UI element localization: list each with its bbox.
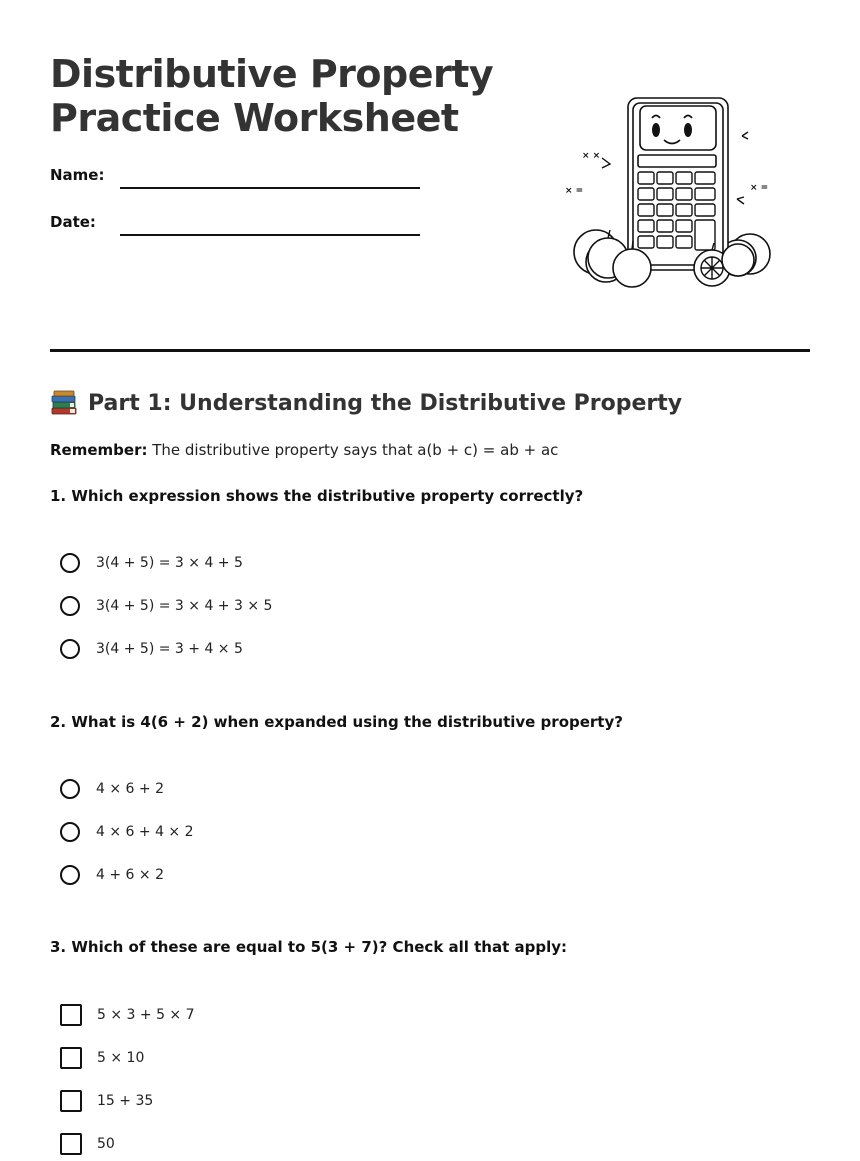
- radio-button[interactable]: [60, 553, 80, 573]
- q2-option-1[interactable]: [60, 779, 164, 799]
- option-label: 3(4 + 5) = 3 + 4 × 5: [96, 641, 243, 657]
- option-label: 3(4 + 5) = 3 × 4 + 5: [96, 555, 243, 571]
- symbol-right: × =: [750, 183, 769, 193]
- option-label: 5 × 3 + 5 × 7: [97, 1007, 195, 1023]
- calculator-mascot-icon: [560, 92, 790, 292]
- date-field[interactable]: [120, 234, 420, 236]
- radio-button[interactable]: [60, 779, 80, 799]
- radio-button[interactable]: [60, 822, 80, 842]
- part1-heading-text: Part 1: Understanding the Distributive Property: [88, 390, 683, 416]
- name-label: Name:: [50, 166, 105, 184]
- q3-option-3[interactable]: [60, 1090, 153, 1112]
- option-label: 4 × 6 + 4 × 2: [96, 824, 194, 840]
- checkbox[interactable]: [60, 1047, 82, 1069]
- q1-option-1[interactable]: [60, 553, 243, 573]
- remember-label: Remember:: [50, 441, 148, 459]
- question-1: 1. Which expression shows the distributive property correctly?: [50, 487, 584, 505]
- question-2: 2. What is 4(6 + 2) when expanded using the distributive property?: [50, 713, 623, 731]
- option-label: 3(4 + 5) = 3 × 4 + 3 × 5: [96, 598, 273, 614]
- worksheet-title: [50, 52, 493, 140]
- option-label: 4 × 6 + 2: [96, 781, 164, 797]
- checkbox[interactable]: [60, 1090, 82, 1112]
- q3-option-1[interactable]: [60, 1004, 195, 1026]
- q1-option-2[interactable]: [60, 596, 272, 616]
- name-field[interactable]: [120, 187, 420, 189]
- symbol-left: × =: [565, 186, 584, 196]
- q2-option-3[interactable]: [60, 865, 164, 885]
- checkbox[interactable]: [60, 1133, 82, 1155]
- section-divider: [50, 349, 810, 352]
- symbol-top-left: × ×: [582, 151, 601, 161]
- option-label: 4 + 6 × 2: [96, 867, 164, 883]
- remember-note: [50, 441, 558, 459]
- q1-option-3[interactable]: [60, 639, 243, 659]
- part1-heading: [50, 389, 682, 417]
- books-icon: [50, 389, 78, 417]
- option-label: 15 + 35: [97, 1093, 154, 1109]
- q2-option-2[interactable]: [60, 822, 194, 842]
- radio-button[interactable]: [60, 865, 80, 885]
- title-line-1: Distributive Property: [50, 52, 494, 96]
- q3-option-2[interactable]: [60, 1047, 144, 1069]
- radio-button[interactable]: [60, 596, 80, 616]
- radio-button[interactable]: [60, 639, 80, 659]
- checkbox[interactable]: [60, 1004, 82, 1026]
- title-line-2: Practice Worksheet: [50, 96, 459, 140]
- date-label: Date:: [50, 213, 96, 231]
- remember-text: The distributive property says that a(b + c) = ab + ac: [147, 441, 559, 459]
- question-3: 3. Which of these are equal to 5(3 + 7)? Check all that apply:: [50, 938, 568, 956]
- option-label: 5 × 10: [97, 1050, 145, 1066]
- q3-option-4[interactable]: [60, 1133, 115, 1155]
- option-label: 50: [97, 1136, 115, 1152]
